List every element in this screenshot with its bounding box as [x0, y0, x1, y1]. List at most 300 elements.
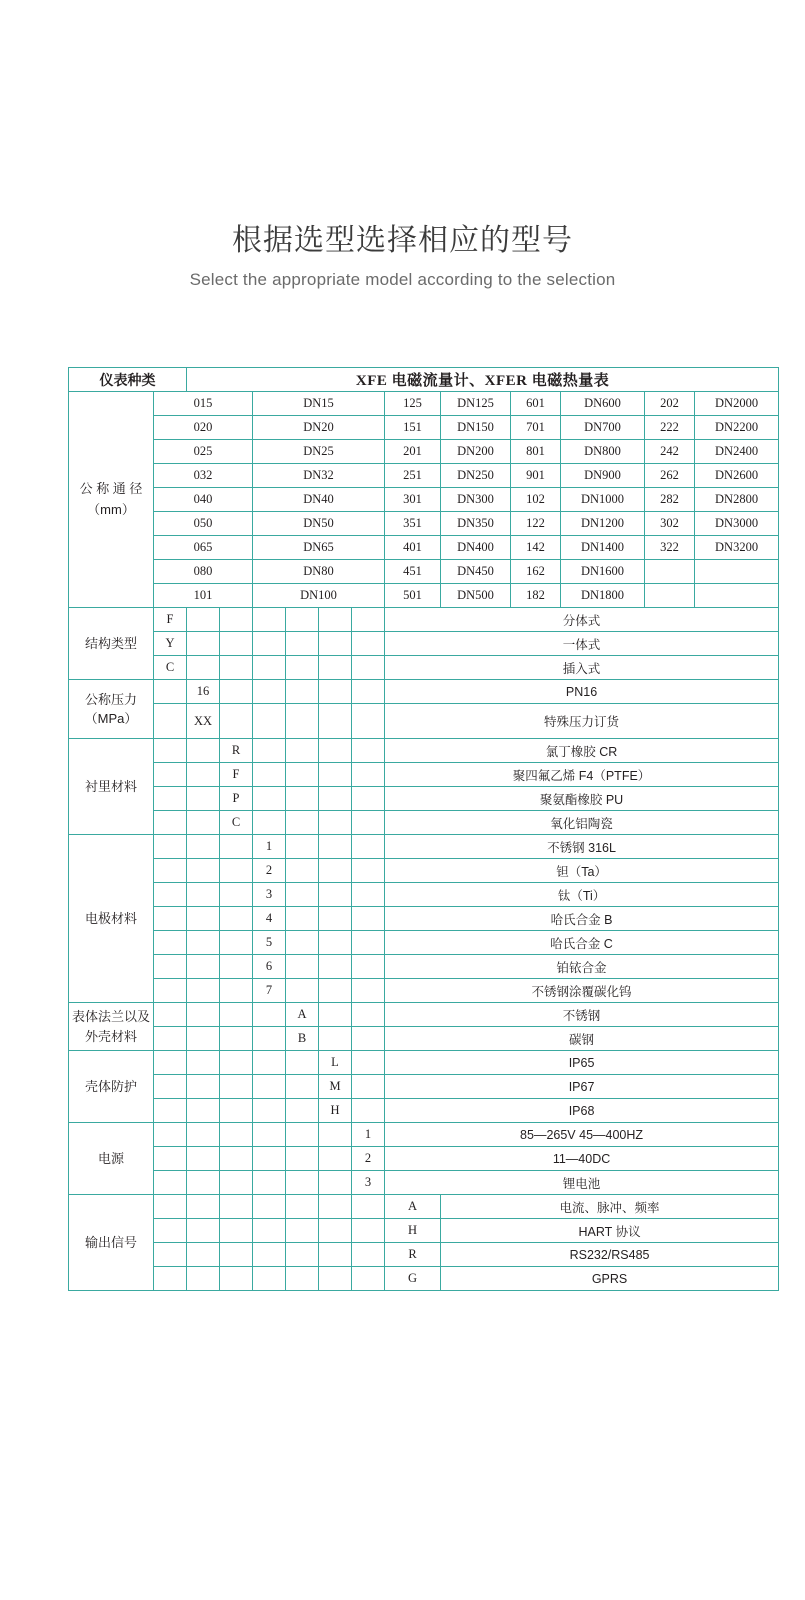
- electrode-code: 6: [253, 955, 286, 979]
- spacer-cell: [187, 883, 220, 907]
- spacer-cell: [220, 859, 253, 883]
- page-title: 根据选型选择相应的型号: [232, 224, 573, 257]
- spacer-cell: [187, 1003, 220, 1027]
- spacer-cell: [319, 608, 352, 632]
- dn-value: DN250: [441, 464, 511, 488]
- spacer-cell: [154, 787, 187, 811]
- struct-type-code: F: [154, 608, 187, 632]
- dn-value: DN400: [441, 536, 511, 560]
- spacer-cell: [253, 1195, 286, 1219]
- table-row: [69, 1147, 779, 1171]
- spacer-cell: [154, 1003, 187, 1027]
- power-code: 1: [352, 1123, 385, 1147]
- dn-value: DN2000: [695, 392, 779, 416]
- page-subtitle: Select the appropriate model according to the selection: [189, 269, 616, 289]
- dn-value: DN15: [253, 392, 385, 416]
- spacer-cell: [286, 787, 319, 811]
- spacer-cell: [187, 763, 220, 787]
- spacer-cell: [154, 979, 187, 1003]
- spacer-cell: [220, 1027, 253, 1051]
- table-row: [69, 1123, 779, 1147]
- row-label-output-signal: 输出信号: [69, 1195, 154, 1291]
- dn-value: DN125: [441, 392, 511, 416]
- table-row: [69, 1051, 779, 1075]
- power-desc: 85—265V 45—400HZ: [385, 1123, 779, 1147]
- table-row: [69, 656, 779, 680]
- dn-code: 301: [385, 488, 441, 512]
- lining-code: P: [220, 787, 253, 811]
- spacer-cell: [286, 907, 319, 931]
- spacer-cell: [286, 835, 319, 859]
- spacer-cell: [253, 1171, 286, 1195]
- dn-code: 282: [645, 488, 695, 512]
- lining-code: F: [220, 763, 253, 787]
- spacer-cell: [253, 1147, 286, 1171]
- table-row: [69, 739, 779, 763]
- output-desc: HART 协议: [441, 1219, 779, 1243]
- dn-value: DN200: [441, 440, 511, 464]
- spacer-cell: [220, 835, 253, 859]
- table-row: [69, 811, 779, 835]
- table-row: [69, 680, 779, 704]
- row-label-electrode-material: 电极材料: [69, 835, 154, 1003]
- table-row: [69, 883, 779, 907]
- spacer-cell: [220, 1123, 253, 1147]
- spacer-cell: [187, 656, 220, 680]
- power-code: 3: [352, 1171, 385, 1195]
- spacer-cell: [220, 955, 253, 979]
- dn-code: 901: [511, 464, 561, 488]
- spacer-cell: [286, 763, 319, 787]
- dn-code: 242: [645, 440, 695, 464]
- spacer-cell: [154, 739, 187, 763]
- spacer-cell: [220, 1243, 253, 1267]
- spacer-cell: [187, 859, 220, 883]
- spacer-cell: [319, 680, 352, 704]
- dn-code: 322: [645, 536, 695, 560]
- row-label-nominal-diameter: [69, 392, 154, 608]
- spacer-cell: [154, 955, 187, 979]
- spacer-cell: [154, 835, 187, 859]
- nominal-diameter-line2: （mm）: [87, 501, 135, 517]
- dn-code: 020: [154, 416, 253, 440]
- protection-desc: IP68: [385, 1099, 779, 1123]
- struct-type-code: C: [154, 656, 187, 680]
- table-row: [69, 835, 779, 859]
- spacer-cell: [286, 1267, 319, 1291]
- output-code: H: [385, 1219, 441, 1243]
- spacer-cell: [253, 1123, 286, 1147]
- spacer-cell: [352, 1195, 385, 1219]
- spacer-cell: [187, 632, 220, 656]
- spacer-cell: [286, 1051, 319, 1075]
- spacer-cell: [220, 1003, 253, 1027]
- spacer-cell: [319, 632, 352, 656]
- spacer-cell: [286, 1243, 319, 1267]
- spacer-cell: [220, 1075, 253, 1099]
- spacer-cell: [220, 704, 253, 739]
- table-row: [69, 1099, 779, 1123]
- header-right: XFE 电磁流量计、XFER 电磁热量表: [187, 368, 779, 392]
- flange-desc: 碳钢: [385, 1027, 779, 1051]
- spacer-cell: [286, 955, 319, 979]
- electrode-desc: 哈氏合金 C: [385, 931, 779, 955]
- dn-value: DN40: [253, 488, 385, 512]
- spacer-cell: [253, 1027, 286, 1051]
- spacer-cell: [154, 680, 187, 704]
- dn-value-empty: [695, 560, 779, 584]
- spacer-cell: [352, 1027, 385, 1051]
- spacer-cell: [154, 1075, 187, 1099]
- spacer-cell: [286, 1219, 319, 1243]
- struct-type-desc: 一体式: [385, 632, 779, 656]
- spacer-cell: [286, 1123, 319, 1147]
- spacer-cell: [352, 608, 385, 632]
- spacer-cell: [253, 787, 286, 811]
- output-code: R: [385, 1243, 441, 1267]
- table-row: [69, 704, 779, 739]
- output-desc: RS232/RS485: [441, 1243, 779, 1267]
- spacer-cell: [352, 739, 385, 763]
- spacer-cell: [352, 1267, 385, 1291]
- dn-code: 065: [154, 536, 253, 560]
- table-row: [69, 763, 779, 787]
- dn-code: 451: [385, 560, 441, 584]
- lining-code: R: [220, 739, 253, 763]
- power-desc: 锂电池: [385, 1171, 779, 1195]
- dn-code: 351: [385, 512, 441, 536]
- dn-value: DN600: [561, 392, 645, 416]
- table-row: [69, 608, 779, 632]
- protection-desc: IP65: [385, 1051, 779, 1075]
- header-left: 仪表种类: [69, 368, 187, 392]
- spacer-cell: [319, 763, 352, 787]
- dn-value: DN80: [253, 560, 385, 584]
- dn-code: 025: [154, 440, 253, 464]
- struct-type-code: Y: [154, 632, 187, 656]
- nominal-diameter-line1: 公 称 通 径: [79, 480, 143, 496]
- spacer-cell: [319, 704, 352, 739]
- spacer-cell: [187, 1147, 220, 1171]
- spacer-cell: [220, 979, 253, 1003]
- spacer-cell: [352, 883, 385, 907]
- spacer-cell: [253, 1267, 286, 1291]
- title-block: [0, 0, 805, 290]
- spacer-cell: [319, 859, 352, 883]
- spacer-cell: [220, 1219, 253, 1243]
- electrode-code: 7: [253, 979, 286, 1003]
- spacer-cell: [352, 656, 385, 680]
- dn-code: 102: [511, 488, 561, 512]
- dn-value: DN2800: [695, 488, 779, 512]
- spacer-cell: [220, 1267, 253, 1291]
- spacer-cell: [220, 883, 253, 907]
- spacer-cell: [319, 1147, 352, 1171]
- dn-value: DN150: [441, 416, 511, 440]
- dn-code: 142: [511, 536, 561, 560]
- model-selection-table: [68, 367, 759, 1291]
- dn-value: DN2400: [695, 440, 779, 464]
- table-row: [69, 632, 779, 656]
- dn-code-empty: [645, 584, 695, 608]
- table-row: [69, 584, 779, 608]
- electrode-desc: 钽（Ta）: [385, 859, 779, 883]
- pressure-code: XX: [187, 704, 220, 739]
- dn-value: DN25: [253, 440, 385, 464]
- spacer-cell: [352, 859, 385, 883]
- dn-value: DN1200: [561, 512, 645, 536]
- spacer-cell: [154, 1147, 187, 1171]
- electrode-desc: 哈氏合金 B: [385, 907, 779, 931]
- electrode-code: 1: [253, 835, 286, 859]
- dn-code: 401: [385, 536, 441, 560]
- spacer-cell: [154, 1243, 187, 1267]
- dn-code: 015: [154, 392, 253, 416]
- spacer-cell: [352, 704, 385, 739]
- spacer-cell: [187, 1267, 220, 1291]
- electrode-desc: 铂铱合金: [385, 955, 779, 979]
- dn-value: DN2600: [695, 464, 779, 488]
- spacer-cell: [220, 1171, 253, 1195]
- spacer-cell: [253, 1099, 286, 1123]
- spacer-cell: [187, 608, 220, 632]
- dn-code: 122: [511, 512, 561, 536]
- dn-value: DN800: [561, 440, 645, 464]
- output-code: G: [385, 1267, 441, 1291]
- table-row: [69, 464, 779, 488]
- spacer-cell: [319, 883, 352, 907]
- spacer-cell: [220, 1099, 253, 1123]
- spacer-cell: [187, 1219, 220, 1243]
- table-row: [69, 859, 779, 883]
- spacer-cell: [352, 811, 385, 835]
- table-header-row: [69, 368, 779, 392]
- spacer-cell: [253, 1051, 286, 1075]
- spacer-cell: [154, 1027, 187, 1051]
- spacer-cell: [319, 835, 352, 859]
- dn-code: 501: [385, 584, 441, 608]
- dn-code-empty: [645, 560, 695, 584]
- pressure-code: 16: [187, 680, 220, 704]
- spacer-cell: [352, 1219, 385, 1243]
- spacer-cell: [352, 1243, 385, 1267]
- spacer-cell: [154, 704, 187, 739]
- dn-code: 080: [154, 560, 253, 584]
- dn-value: DN500: [441, 584, 511, 608]
- table-row: [69, 955, 779, 979]
- spacer-cell: [286, 1171, 319, 1195]
- spacer-cell: [154, 1099, 187, 1123]
- dn-code: 262: [645, 464, 695, 488]
- spacer-cell: [352, 835, 385, 859]
- spacer-cell: [220, 632, 253, 656]
- spacer-cell: [154, 907, 187, 931]
- dn-value: DN3000: [695, 512, 779, 536]
- spacer-cell: [319, 1243, 352, 1267]
- table-row: [69, 1171, 779, 1195]
- table-row: [69, 392, 779, 416]
- spacer-cell: [253, 632, 286, 656]
- dn-code: 302: [645, 512, 695, 536]
- dn-value: DN1000: [561, 488, 645, 512]
- table-row: [69, 1243, 779, 1267]
- row-label-flange-shell-material: 表体法兰以及外壳材料: [69, 1003, 154, 1051]
- spacer-cell: [352, 1099, 385, 1123]
- spacer-cell: [319, 907, 352, 931]
- dn-code: 202: [645, 392, 695, 416]
- table-row: [69, 1075, 779, 1099]
- spacer-cell: [286, 1099, 319, 1123]
- spacer-cell: [187, 907, 220, 931]
- spec-table: [68, 367, 779, 1291]
- pressure-desc: PN16: [385, 680, 779, 704]
- spacer-cell: [253, 811, 286, 835]
- spacer-cell: [187, 955, 220, 979]
- spacer-cell: [187, 739, 220, 763]
- protection-code: M: [319, 1075, 352, 1099]
- lining-desc: 氧化铝陶瓷: [385, 811, 779, 835]
- table-row: [69, 787, 779, 811]
- electrode-desc: 钛（Ti）: [385, 883, 779, 907]
- dn-code: 222: [645, 416, 695, 440]
- dn-code: 182: [511, 584, 561, 608]
- table-row: [69, 979, 779, 1003]
- spacer-cell: [187, 1195, 220, 1219]
- spacer-cell: [352, 931, 385, 955]
- spacer-cell: [253, 1003, 286, 1027]
- spacer-cell: [352, 979, 385, 1003]
- spacer-cell: [319, 1123, 352, 1147]
- spacer-cell: [187, 811, 220, 835]
- spacer-cell: [352, 763, 385, 787]
- spacer-cell: [154, 811, 187, 835]
- spacer-cell: [319, 811, 352, 835]
- spacer-cell: [253, 763, 286, 787]
- table-row: [69, 512, 779, 536]
- electrode-code: 5: [253, 931, 286, 955]
- dn-value: DN3200: [695, 536, 779, 560]
- protection-desc: IP67: [385, 1075, 779, 1099]
- spacer-cell: [154, 763, 187, 787]
- spacer-cell: [220, 608, 253, 632]
- dn-value: DN1800: [561, 584, 645, 608]
- spacer-cell: [253, 656, 286, 680]
- table-row: [69, 488, 779, 512]
- table-row: [69, 416, 779, 440]
- spacer-cell: [154, 883, 187, 907]
- spacer-cell: [319, 1195, 352, 1219]
- table-row: [69, 907, 779, 931]
- spacer-cell: [154, 1219, 187, 1243]
- spacer-cell: [286, 859, 319, 883]
- spacer-cell: [352, 1003, 385, 1027]
- dn-value: DN20: [253, 416, 385, 440]
- dn-value: DN2200: [695, 416, 779, 440]
- protection-code: L: [319, 1051, 352, 1075]
- spacer-cell: [187, 1171, 220, 1195]
- spacer-cell: [319, 955, 352, 979]
- spacer-cell: [154, 1195, 187, 1219]
- spacer-cell: [352, 1051, 385, 1075]
- protection-code: H: [319, 1099, 352, 1123]
- dn-code: 251: [385, 464, 441, 488]
- dn-value: DN900: [561, 464, 645, 488]
- row-label-lining-material: 衬里材料: [69, 739, 154, 835]
- spacer-cell: [187, 979, 220, 1003]
- spacer-cell: [187, 931, 220, 955]
- spacer-cell: [319, 1219, 352, 1243]
- spacer-cell: [286, 811, 319, 835]
- spacer-cell: [187, 1243, 220, 1267]
- struct-type-desc: 分体式: [385, 608, 779, 632]
- output-desc: 电流、脉冲、频率: [441, 1195, 779, 1219]
- spacer-cell: [352, 680, 385, 704]
- spacer-cell: [220, 907, 253, 931]
- spacer-cell: [220, 656, 253, 680]
- spacer-cell: [286, 680, 319, 704]
- spacer-cell: [154, 931, 187, 955]
- spacer-cell: [253, 1219, 286, 1243]
- dn-code: 125: [385, 392, 441, 416]
- spacer-cell: [319, 1267, 352, 1291]
- table-row: [69, 1267, 779, 1291]
- electrode-code: 2: [253, 859, 286, 883]
- spacer-cell: [253, 704, 286, 739]
- flange-code: B: [286, 1027, 319, 1051]
- spacer-cell: [286, 1195, 319, 1219]
- flange-code: A: [286, 1003, 319, 1027]
- spacer-cell: [286, 608, 319, 632]
- dn-code: 040: [154, 488, 253, 512]
- dn-code: 162: [511, 560, 561, 584]
- dn-value: DN100: [253, 584, 385, 608]
- dn-value: DN32: [253, 464, 385, 488]
- spacer-cell: [187, 835, 220, 859]
- spacer-cell: [319, 656, 352, 680]
- lining-desc: 聚氨酯橡胶 PU: [385, 787, 779, 811]
- spacer-cell: [154, 1123, 187, 1147]
- table-row: [69, 536, 779, 560]
- table-row: [69, 1027, 779, 1051]
- spacer-cell: [319, 1171, 352, 1195]
- spacer-cell: [253, 739, 286, 763]
- spacer-cell: [352, 955, 385, 979]
- spacer-cell: [286, 931, 319, 955]
- spacer-cell: [352, 787, 385, 811]
- spacer-cell: [286, 632, 319, 656]
- table-row: [69, 440, 779, 464]
- spacer-cell: [154, 1171, 187, 1195]
- dn-code: 601: [511, 392, 561, 416]
- dn-value: DN1400: [561, 536, 645, 560]
- spacer-cell: [187, 1123, 220, 1147]
- spacer-cell: [286, 1147, 319, 1171]
- spacer-cell: [220, 1051, 253, 1075]
- row-label-structure-type: 结构类型: [69, 608, 154, 680]
- spacer-cell: [220, 1147, 253, 1171]
- lining-desc: 氯丁橡胶 CR: [385, 739, 779, 763]
- spacer-cell: [319, 787, 352, 811]
- dn-code: 801: [511, 440, 561, 464]
- dn-code: 050: [154, 512, 253, 536]
- spacer-cell: [319, 739, 352, 763]
- output-code: A: [385, 1195, 441, 1219]
- table-row: [69, 931, 779, 955]
- electrode-desc: 不锈钢涂覆碳化钨: [385, 979, 779, 1003]
- dn-value: DN300: [441, 488, 511, 512]
- dn-value: DN450: [441, 560, 511, 584]
- row-label-power-supply: 电源: [69, 1123, 154, 1195]
